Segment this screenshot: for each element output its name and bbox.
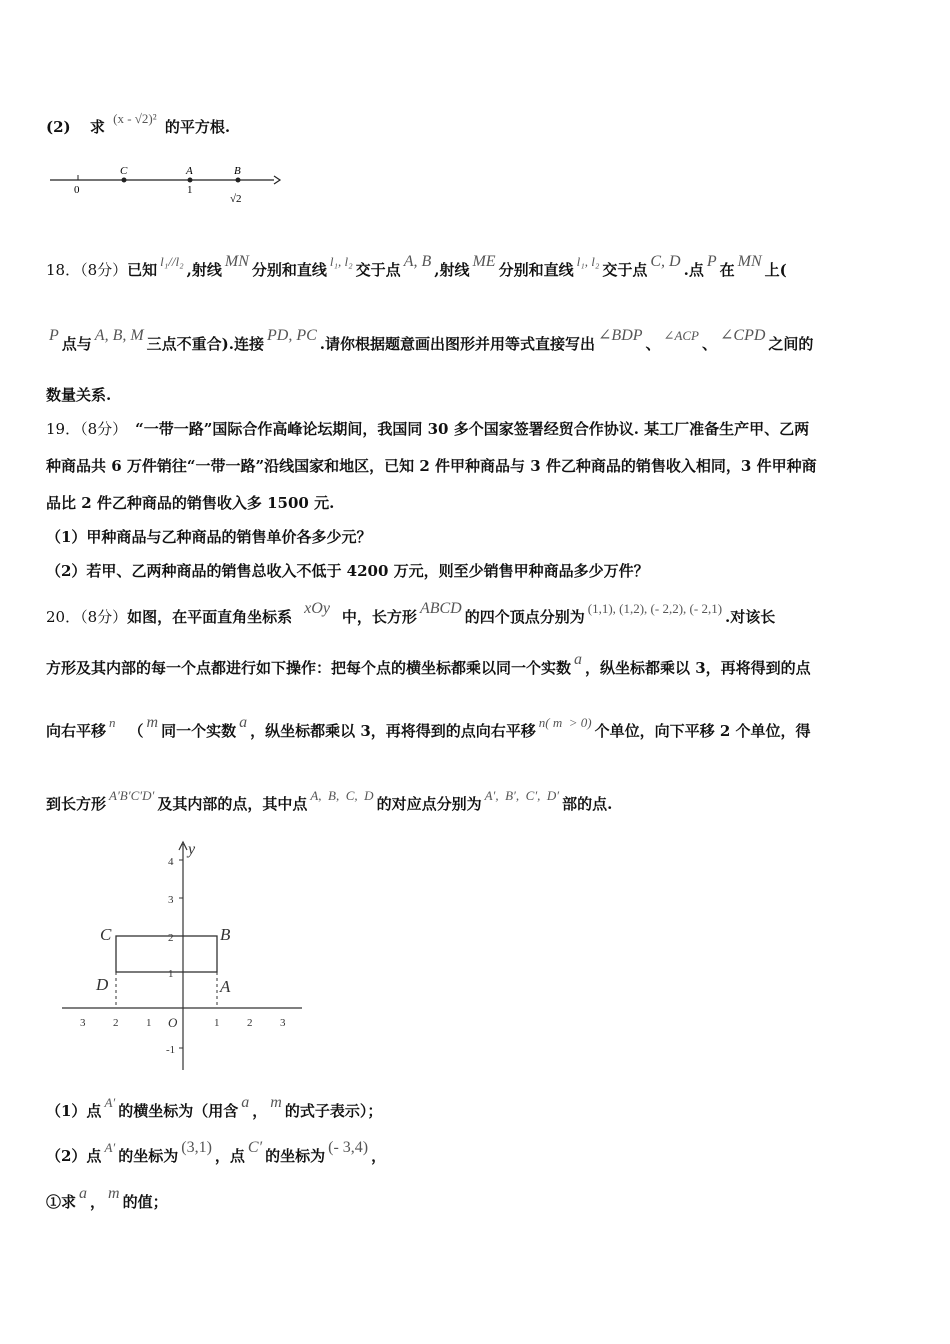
- math: A, B, C, D: [310, 788, 374, 803]
- question-points: （8分）: [80, 261, 128, 279]
- math: xOy: [304, 600, 330, 617]
- label-c: C: [120, 165, 128, 177]
- question-points: （8分）: [80, 608, 128, 626]
- text: 如图，在平面直角坐标系: [127, 608, 293, 626]
- text: 交于点: [355, 261, 401, 279]
- label-a: A: [186, 165, 193, 177]
- text: 的坐标为: [118, 1147, 179, 1165]
- x-tick-neg1: 1: [146, 1017, 152, 1029]
- rectangle-abcd: [116, 936, 217, 972]
- text: 同一个实数: [161, 722, 237, 740]
- q20-line4: [46, 788, 613, 814]
- number-line: [44, 160, 284, 208]
- math: ∠ACP: [663, 328, 699, 343]
- text: 交于点: [602, 261, 648, 279]
- text: 的值；: [122, 1193, 168, 1211]
- text: 部的点.: [562, 795, 613, 813]
- point-b: [236, 178, 241, 183]
- tick-1: 1: [187, 184, 193, 196]
- text: 、: [702, 335, 718, 353]
- x-tick-1: 1: [214, 1017, 220, 1029]
- text: 分别和直线: [498, 261, 574, 279]
- math: A, B, M: [94, 327, 144, 344]
- q19-sub1: （1）甲种商品与乙种商品的销售单价各多少元？: [46, 528, 372, 546]
- math: A′, B′, C′, D′: [484, 788, 560, 803]
- math: P: [49, 327, 59, 344]
- x-tick-neg2: 2: [113, 1017, 119, 1029]
- text: 个单位，向下平移 2 个单位，得: [594, 722, 811, 740]
- q19-line3: 品比 2 件乙种商品的销售收入多 1500 元.: [46, 494, 335, 512]
- math: a: [574, 651, 583, 668]
- math: C, D: [650, 253, 681, 270]
- q18-line3: 数量关系.: [46, 386, 112, 404]
- text: 点与: [61, 335, 92, 353]
- math: l₁, l₂: [576, 254, 600, 269]
- ask-text: 求: [89, 118, 105, 136]
- q19-line2: 种商品共 6 万件销往“一带一路”沿线国家和地区，已知 2 件甲种商品与 3 件乙种商品的销售收入相同，3 件甲种商: [46, 457, 817, 475]
- text: ，点: [214, 1147, 245, 1165]
- coordinate-graph: [58, 838, 308, 1074]
- label-b: B: [234, 165, 241, 177]
- text: 的横坐标为（用含: [118, 1102, 239, 1120]
- text: .点: [683, 261, 704, 279]
- x-tick-neg3: 3: [80, 1017, 86, 1029]
- math: C′: [247, 1139, 263, 1156]
- math: m: [146, 714, 159, 731]
- q20-line3: [46, 714, 811, 741]
- question-number: 20．: [46, 608, 81, 626]
- math: A′B′C′D′: [109, 788, 155, 803]
- math: A′: [104, 1140, 116, 1155]
- text: 中，长方形: [341, 608, 417, 626]
- math: a: [241, 1094, 250, 1111]
- suffix-text: 的平方根.: [164, 118, 231, 136]
- text: 的对应点分别为: [376, 795, 482, 813]
- math: (1,1), (1,2), (- 2,2), (- 2,1): [587, 601, 723, 616]
- y-tick-2: 2: [168, 932, 174, 944]
- vertex-d: D: [96, 975, 109, 994]
- y-tick-3: 3: [168, 894, 174, 906]
- math: MN: [737, 253, 762, 270]
- y-axis-label: y: [188, 841, 196, 858]
- part-label: (2): [46, 118, 71, 136]
- math: m: [108, 1185, 120, 1202]
- origin-label: O: [168, 1015, 178, 1030]
- q18-line2: [46, 327, 814, 354]
- math: ABCD: [419, 600, 462, 617]
- math: MN: [224, 253, 249, 270]
- text: 三点不重合).连接: [146, 335, 264, 353]
- q20-sub1: [46, 1094, 383, 1121]
- math: n: [109, 715, 116, 730]
- math: P: [706, 253, 717, 270]
- q20-line1: [46, 600, 776, 627]
- vertex-a: A: [220, 977, 231, 996]
- math: A′: [104, 1095, 116, 1110]
- tick-sqrt2: √2: [230, 193, 242, 205]
- text: （1）点: [46, 1102, 102, 1120]
- text: 已知: [127, 261, 158, 279]
- tick-0: 0: [74, 184, 80, 196]
- text: 、: [645, 335, 661, 353]
- question-points: （8分）: [80, 420, 128, 438]
- text: ，纵坐标都乘以 3，再将得到的点: [585, 659, 811, 677]
- math: ME: [472, 253, 496, 270]
- text: 的四个顶点分别为: [464, 608, 585, 626]
- q19-sub2: （2）若甲、乙两种商品的销售总收入不低于 4200 万元，则至少销售甲种商品多少万件？: [46, 562, 649, 580]
- text: （2）点: [46, 1147, 102, 1165]
- text: 方形及其内部的每一个点都进行如下操作：把每个点的横坐标都乘以同一个实数: [46, 659, 572, 677]
- math: l₁, l₂: [329, 254, 353, 269]
- math: a: [239, 714, 248, 731]
- math: ∠BDP: [598, 327, 643, 344]
- text: ,射线: [186, 261, 222, 279]
- text: 分别和直线: [251, 261, 327, 279]
- math: PD, PC: [267, 327, 317, 344]
- y-tick-4: 4: [168, 856, 174, 868]
- question-number: 19．: [46, 420, 81, 438]
- q20-line2: [46, 651, 811, 678]
- text: ，: [90, 1193, 106, 1211]
- text: 在: [719, 261, 735, 279]
- text: 的式子表示）；: [284, 1102, 383, 1120]
- q19-line1: [46, 418, 809, 439]
- text: .对该长: [725, 608, 776, 626]
- q18-line1: [46, 253, 787, 280]
- math: a: [79, 1185, 88, 1202]
- math: l₁//l₂: [160, 254, 184, 269]
- math: n( m > 0): [538, 715, 592, 730]
- point-c: [122, 178, 127, 183]
- math-expression: (x - √2)²: [113, 111, 157, 126]
- text: 向右平移: [46, 722, 107, 740]
- vertex-c: C: [100, 925, 112, 944]
- math: (3,1): [181, 1139, 212, 1156]
- text: ①求: [46, 1193, 77, 1211]
- q20-sub2: [46, 1139, 387, 1166]
- text: ，: [371, 1147, 387, 1165]
- vertex-b: B: [220, 925, 231, 944]
- y-tick-neg1: -1: [166, 1044, 176, 1056]
- text: 上(: [764, 261, 787, 279]
- q17-part2: [46, 111, 231, 137]
- text: ，: [252, 1102, 268, 1120]
- text: （: [128, 722, 144, 740]
- point-a: [188, 178, 193, 183]
- text: 之间的: [768, 335, 814, 353]
- text: 到长方形: [46, 795, 107, 813]
- text: 的坐标为: [265, 1147, 326, 1165]
- q20-sub3: [46, 1185, 168, 1212]
- math: A, B: [403, 253, 432, 270]
- text: .请你根据题意画出图形并用等式直接写出: [319, 335, 596, 353]
- question-number: 18．: [46, 261, 81, 279]
- y-tick-1: 1: [168, 968, 174, 980]
- text: ，纵坐标都乘以 3，再将得到的点向右平移: [250, 722, 536, 740]
- x-tick-3: 3: [280, 1017, 286, 1029]
- x-tick-2: 2: [247, 1017, 253, 1029]
- text: ,射线: [434, 261, 470, 279]
- text: “一带一路”国际合作高峰论坛期间，我国同 30 多个国家签署经贸合作协议. 某工厂准备生产甲、乙两: [135, 420, 810, 438]
- math: ∠CPD: [720, 327, 766, 344]
- text: 及其内部的点，其中点: [157, 795, 308, 813]
- math: (- 3,4): [328, 1139, 369, 1156]
- math: m: [270, 1094, 282, 1111]
